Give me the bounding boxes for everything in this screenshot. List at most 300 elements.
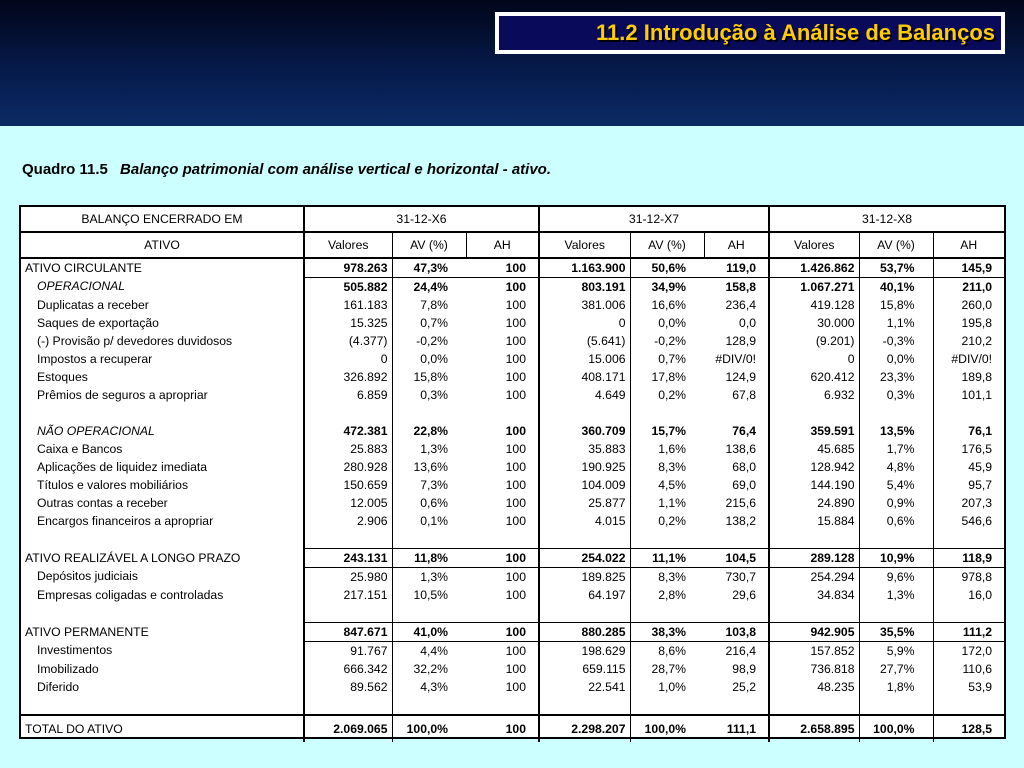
av-cell: 0,1% [392, 512, 466, 530]
row-label: Empresas coligadas e controladas [21, 586, 304, 604]
ah-cell: 53,9 [933, 678, 1004, 696]
value-cell: 150.659 [343, 477, 388, 492]
av-cell: 100,0% [859, 715, 933, 742]
av-cell: 35,5% [859, 623, 933, 642]
table-row [21, 715, 1004, 742]
row-label [21, 530, 304, 549]
row-label: OPERACIONAL [21, 278, 304, 297]
value-cell: 30.000 [817, 315, 855, 330]
value-cell: 942.905 [769, 623, 859, 642]
value-cell: 6.932 [824, 387, 855, 402]
av-cell: 10,5% [392, 586, 466, 604]
row-label [21, 696, 304, 715]
value-cell: 326.892 [343, 369, 388, 384]
table-row [21, 440, 1004, 458]
ah-cell: 100 [466, 476, 539, 494]
ah-cell: 100 [466, 494, 539, 512]
value-cell: 620.412 [810, 369, 855, 384]
ah-cell: 158,8 [704, 278, 769, 297]
ah-cell: 216,4 [704, 642, 769, 661]
value-cell: 803.191 [581, 279, 626, 294]
row-label: ATIVO PERMANENTE [21, 623, 304, 642]
col-header-valores: Valores [769, 232, 859, 258]
av-cell: 1,3% [859, 586, 933, 604]
ah-cell: 119,0 [704, 258, 769, 278]
ah-cell: 100 [466, 512, 539, 530]
ah-cell: 68,0 [704, 458, 769, 476]
value-cell: 144.190 [810, 477, 855, 492]
column-header-row [21, 232, 1004, 258]
av-cell: 0,7% [630, 350, 704, 368]
row-label: Outras contas a receber [21, 494, 304, 512]
ah-cell: 104,5 [704, 549, 769, 568]
table-row [21, 258, 1004, 278]
ah-cell: 95,7 [933, 476, 1004, 494]
av-cell: 0,9% [859, 494, 933, 512]
value-cell [304, 604, 392, 623]
row-label: Títulos e valores mobiliários [21, 476, 304, 494]
ah-cell: 16,0 [933, 586, 1004, 604]
ah-cell: 138,6 [704, 440, 769, 458]
value-cell: 254.294 [810, 569, 855, 584]
value-cell: 243.131 [304, 549, 392, 568]
value-cell: 4.015 [595, 513, 626, 528]
spacer-row [21, 696, 1004, 715]
ah-cell: 128,5 [933, 715, 1004, 742]
ah-cell: 100 [466, 296, 539, 314]
av-cell: -0,2% [630, 332, 704, 350]
value-cell: 505.882 [343, 279, 388, 294]
value-cell: 45.685 [817, 441, 855, 456]
ah-cell: #DIV/0! [704, 350, 769, 368]
ah-cell: 111,2 [933, 623, 1004, 642]
ah-cell [933, 696, 1004, 715]
table-row [21, 642, 1004, 661]
value-cell: 15.884 [817, 513, 855, 528]
av-cell: 5,4% [859, 476, 933, 494]
value-cell: 408.171 [581, 369, 626, 384]
av-cell: 0,3% [859, 386, 933, 404]
table-row [21, 568, 1004, 587]
av-cell [630, 530, 704, 549]
row-label-header: ATIVO [21, 232, 304, 258]
av-cell: 9,6% [859, 568, 933, 587]
value-cell [539, 604, 630, 623]
ah-cell: 100 [466, 623, 539, 642]
av-cell: 4,4% [392, 642, 466, 661]
table-row [21, 386, 1004, 404]
value-cell: 847.671 [304, 623, 392, 642]
av-cell: 17,8% [630, 368, 704, 386]
value-cell: 12.005 [350, 495, 388, 510]
table-row [21, 458, 1004, 476]
ah-cell: 100 [466, 458, 539, 476]
ah-cell [933, 404, 1004, 422]
table-row [21, 512, 1004, 530]
spacer-row [21, 604, 1004, 623]
ah-cell: 546,6 [933, 512, 1004, 530]
av-cell: 22,8% [392, 422, 466, 440]
av-cell: 0,0% [630, 314, 704, 332]
value-cell: 1.067.271 [800, 279, 855, 294]
col-header-av: AV (%) [630, 232, 704, 258]
av-cell: 8,6% [630, 642, 704, 661]
av-cell: 4,3% [392, 678, 466, 696]
ah-cell: 100 [466, 678, 539, 696]
av-cell: 8,3% [630, 568, 704, 587]
av-cell: 100,0% [630, 715, 704, 742]
row-label [21, 604, 304, 623]
row-label: TOTAL DO ATIVO [21, 715, 304, 742]
av-cell: 23,3% [859, 368, 933, 386]
ah-cell: 67,8 [704, 386, 769, 404]
av-cell: 7,3% [392, 476, 466, 494]
row-label: Encargos financeiros a apropriar [21, 512, 304, 530]
av-cell: -0,2% [392, 332, 466, 350]
value-cell [769, 696, 859, 715]
av-cell: 16,6% [630, 296, 704, 314]
ah-cell: 100 [466, 642, 539, 661]
av-cell: 13,6% [392, 458, 466, 476]
row-label: Caixa e Bancos [21, 440, 304, 458]
av-cell [630, 696, 704, 715]
av-cell [859, 404, 933, 422]
value-cell [769, 530, 859, 549]
av-cell: 1,8% [859, 678, 933, 696]
row-label: Aplicações de liquidez imediata [21, 458, 304, 476]
av-cell: 5,9% [859, 642, 933, 661]
ah-cell: 207,3 [933, 494, 1004, 512]
table-row [21, 350, 1004, 368]
row-label: NÃO OPERACIONAL [21, 422, 304, 440]
period-header: 31-12-X6 [304, 207, 539, 232]
value-cell: 128.942 [810, 459, 855, 474]
table-row [21, 422, 1004, 440]
av-cell: 0,6% [392, 494, 466, 512]
ah-cell: 100 [466, 258, 539, 278]
ah-cell: 110,6 [933, 660, 1004, 678]
col-header-ah: AH [704, 232, 769, 258]
value-cell: 217.151 [343, 587, 388, 602]
ah-cell: 260,0 [933, 296, 1004, 314]
spacer-row [21, 404, 1004, 422]
period-header: 31-12-X8 [769, 207, 1004, 232]
balance-table-container [19, 205, 1006, 739]
value-cell: 104.009 [581, 477, 626, 492]
ah-cell: 124,9 [704, 368, 769, 386]
av-cell: 0,0% [392, 350, 466, 368]
av-cell: 0,3% [392, 386, 466, 404]
ah-cell: #DIV/0! [933, 350, 1004, 368]
value-cell: 978.263 [304, 258, 392, 278]
value-cell [539, 696, 630, 715]
ah-cell: 118,9 [933, 549, 1004, 568]
ah-cell [466, 404, 539, 422]
av-cell: 0,2% [630, 512, 704, 530]
av-cell: 2,8% [630, 586, 704, 604]
value-cell: 6.859 [357, 387, 388, 402]
row-label: Imobilizado [21, 660, 304, 678]
table-caption [22, 161, 551, 178]
value-cell: (4.377) [348, 333, 388, 348]
row-label: ATIVO CIRCULANTE [21, 258, 304, 278]
av-cell: 0,6% [859, 512, 933, 530]
value-cell: 880.285 [539, 623, 630, 642]
ah-cell: 138,2 [704, 512, 769, 530]
ah-cell: 100 [466, 440, 539, 458]
ah-cell: 145,9 [933, 258, 1004, 278]
value-cell: 254.022 [539, 549, 630, 568]
value-cell: 659.115 [582, 661, 626, 676]
ah-cell: 101,1 [933, 386, 1004, 404]
value-cell: 22.541 [588, 679, 626, 694]
ah-cell [704, 696, 769, 715]
row-label [21, 404, 304, 422]
value-cell: 89.562 [350, 679, 388, 694]
value-cell [539, 530, 630, 549]
av-cell: 4,5% [630, 476, 704, 494]
av-cell: -0,3% [859, 332, 933, 350]
col-header-valores: Valores [539, 232, 630, 258]
ah-cell [933, 604, 1004, 623]
ah-cell: 111,1 [704, 715, 769, 742]
row-label: Saques de exportação [21, 314, 304, 332]
ah-cell [704, 530, 769, 549]
av-cell: 13,5% [859, 422, 933, 440]
value-cell: 198.629 [581, 643, 626, 658]
table-row [21, 476, 1004, 494]
av-cell: 1,1% [859, 314, 933, 332]
value-cell [769, 604, 859, 623]
av-cell [392, 530, 466, 549]
ah-cell: 45,9 [933, 458, 1004, 476]
av-cell: 24,4% [392, 278, 466, 297]
value-cell: 280.928 [343, 459, 388, 474]
av-cell: 32,2% [392, 660, 466, 678]
ah-cell: 128,9 [704, 332, 769, 350]
av-cell: 15,8% [859, 296, 933, 314]
av-cell: 34,9% [630, 278, 704, 297]
ah-cell: 100 [466, 368, 539, 386]
value-cell: 381.006 [581, 297, 626, 312]
ah-cell [933, 530, 1004, 549]
value-cell: 25.883 [350, 441, 388, 456]
ah-cell [704, 604, 769, 623]
value-cell: (9.201) [815, 333, 855, 348]
ah-cell: 103,8 [704, 623, 769, 642]
period-header-row [21, 207, 1004, 232]
av-cell: 27,7% [859, 660, 933, 678]
av-cell [630, 604, 704, 623]
ah-cell: 29,6 [704, 586, 769, 604]
value-cell: 359.591 [810, 423, 855, 438]
row-label: Impostos a recuperar [21, 350, 304, 368]
ah-cell: 76,4 [704, 422, 769, 440]
value-cell: 64.197 [588, 587, 626, 602]
av-cell [859, 696, 933, 715]
ah-cell: 100 [466, 715, 539, 742]
col-header-ah: AH [933, 232, 1004, 258]
row-label: Duplicatas a receber [21, 296, 304, 314]
slide-title: 11.2 Introdução à Análise de Balanços [499, 16, 1001, 50]
ah-cell: 76,1 [933, 422, 1004, 440]
ah-cell [466, 530, 539, 549]
ah-cell: 69,0 [704, 476, 769, 494]
ah-cell: 98,9 [704, 660, 769, 678]
ah-cell [466, 696, 539, 715]
value-cell: 91.767 [350, 643, 388, 658]
ah-cell: 100 [466, 314, 539, 332]
ah-cell: 978,8 [933, 568, 1004, 587]
table-row [21, 296, 1004, 314]
value-cell: 1.163.900 [539, 258, 630, 278]
row-label: Investimentos [21, 642, 304, 661]
value-cell: 419.128 [810, 297, 855, 312]
av-cell: 0,0% [859, 350, 933, 368]
av-cell: 0,2% [630, 386, 704, 404]
av-cell: 1,3% [392, 568, 466, 587]
value-cell: 360.709 [581, 423, 626, 438]
ah-cell: 195,8 [933, 314, 1004, 332]
av-cell: 1,0% [630, 678, 704, 696]
row-label: Prêmios de seguros a apropriar [21, 386, 304, 404]
value-cell: 15.325 [350, 315, 388, 330]
value-cell: 25.980 [350, 569, 388, 584]
period-header: 31-12-X7 [539, 207, 769, 232]
table-row [21, 623, 1004, 642]
ah-cell: 730,7 [704, 568, 769, 587]
av-cell [630, 404, 704, 422]
ah-cell: 100 [466, 386, 539, 404]
ah-cell: 176,5 [933, 440, 1004, 458]
value-cell: 190.925 [581, 459, 626, 474]
col-header-ah: AH [466, 232, 539, 258]
ah-cell: 211,0 [933, 278, 1004, 297]
spacer-row [21, 530, 1004, 549]
av-cell: 8,3% [630, 458, 704, 476]
slide-header [0, 0, 1024, 126]
title-box [495, 12, 1005, 54]
av-cell: 38,3% [630, 623, 704, 642]
ah-cell [704, 404, 769, 422]
balance-table [21, 207, 1004, 742]
av-cell: 1,6% [630, 440, 704, 458]
col-header-av: AV (%) [859, 232, 933, 258]
av-cell: 15,8% [392, 368, 466, 386]
av-cell [392, 404, 466, 422]
table-row [21, 368, 1004, 386]
table-row [21, 549, 1004, 568]
ah-cell: 100 [466, 549, 539, 568]
value-cell: 0 [380, 351, 388, 366]
value-cell [539, 404, 630, 422]
value-cell: 289.128 [769, 549, 859, 568]
row-label: Diferido [21, 678, 304, 696]
value-cell: 472.381 [343, 423, 388, 438]
ah-cell: 100 [466, 332, 539, 350]
value-cell: 34.834 [817, 587, 855, 602]
av-cell: 11,8% [392, 549, 466, 568]
av-cell: 10,9% [859, 549, 933, 568]
av-cell [859, 530, 933, 549]
ah-cell: 189,8 [933, 368, 1004, 386]
value-cell: 2.069.065 [304, 715, 392, 742]
value-cell: 736.818 [810, 661, 855, 676]
value-cell: 15.006 [588, 351, 626, 366]
value-cell [769, 404, 859, 422]
av-cell: 7,8% [392, 296, 466, 314]
ah-cell: 100 [466, 350, 539, 368]
av-cell [392, 604, 466, 623]
av-cell: 11,1% [630, 549, 704, 568]
table-row [21, 586, 1004, 604]
av-cell: 40,1% [859, 278, 933, 297]
table-row [21, 314, 1004, 332]
row-label: Depósitos judiciais [21, 568, 304, 587]
corner-header: BALANÇO ENCERRADO EM [21, 207, 304, 232]
value-cell: (5.641) [586, 333, 626, 348]
caption-text: Balanço patrimonial com análise vertical e horizontal - ativo. [120, 161, 552, 178]
ah-cell: 100 [466, 586, 539, 604]
value-cell: 0 [618, 315, 626, 330]
value-cell: 2.906 [357, 513, 388, 528]
value-cell: 0 [847, 351, 855, 366]
col-header-valores: Valores [304, 232, 392, 258]
table-row [21, 494, 1004, 512]
value-cell: 666.342 [343, 661, 388, 676]
value-cell [304, 530, 392, 549]
value-cell: 1.426.862 [769, 258, 859, 278]
value-cell: 25.877 [588, 495, 626, 510]
ah-cell: 0,0 [704, 314, 769, 332]
av-cell: 47,3% [392, 258, 466, 278]
ah-cell: 215,6 [704, 494, 769, 512]
value-cell [304, 696, 392, 715]
table-row [21, 332, 1004, 350]
value-cell: 24.890 [817, 495, 855, 510]
ah-cell: 210,2 [933, 332, 1004, 350]
ah-cell [466, 604, 539, 623]
value-cell: 189.825 [581, 569, 626, 584]
av-cell: 1,1% [630, 494, 704, 512]
ah-cell: 100 [466, 568, 539, 587]
av-cell: 4,8% [859, 458, 933, 476]
value-cell: 2.658.895 [769, 715, 859, 742]
row-label: Estoques [21, 368, 304, 386]
table-row [21, 660, 1004, 678]
value-cell: 161.183 [343, 297, 388, 312]
value-cell: 2.298.207 [539, 715, 630, 742]
row-label: ATIVO REALIZÁVEL A LONGO PRAZO [21, 549, 304, 568]
av-cell: 15,7% [630, 422, 704, 440]
av-cell: 1,7% [859, 440, 933, 458]
value-cell: 157.852 [810, 643, 855, 658]
av-cell: 100,0% [392, 715, 466, 742]
ah-cell: 236,4 [704, 296, 769, 314]
av-cell: 50,6% [630, 258, 704, 278]
value-cell: 35.883 [588, 441, 626, 456]
value-cell: 48.235 [817, 679, 855, 694]
col-header-av: AV (%) [392, 232, 466, 258]
av-cell [392, 696, 466, 715]
ah-cell: 100 [466, 660, 539, 678]
ah-cell: 172,0 [933, 642, 1004, 661]
av-cell: 28,7% [630, 660, 704, 678]
av-cell: 0,7% [392, 314, 466, 332]
table-row [21, 678, 1004, 696]
av-cell [859, 604, 933, 623]
ah-cell: 100 [466, 278, 539, 297]
